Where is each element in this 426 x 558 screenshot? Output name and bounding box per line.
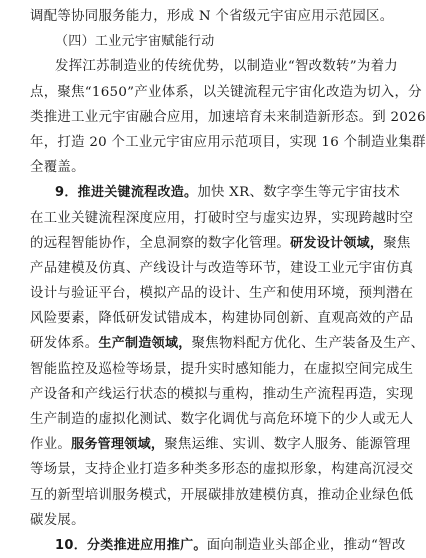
paragraph-intro	[30, 54, 426, 180]
text-line	[30, 533, 406, 558]
text-line	[30, 180, 401, 205]
text-line: 类推进工业元宇宙融合应用，加速培育未来制造新形态。到 2026	[30, 109, 426, 125]
text-line: 生产制造的虚拟化测试、数字化调优与高危环境下的少人或无人	[30, 412, 414, 427]
text-run: 研发体系。	[30, 336, 99, 352]
text-run: 加快 XR、数字孪生等元宇宙技术	[197, 185, 401, 201]
text-run: 面向制造业头部企业，推动“智改	[206, 537, 406, 553]
text-line: 全覆盖。	[30, 160, 85, 176]
item-10-title: 10．分类推进应用推广。	[55, 537, 207, 553]
mfg-label: 生产制造领域，	[98, 336, 192, 352]
text-line: 在工业关键流程深度应用，打破时空与虚实边界，实现跨越时空	[30, 210, 414, 226]
text-run: 聚焦	[383, 235, 411, 251]
item-9-title: 9．推进关键流程改造。	[55, 185, 198, 201]
text-line: 产品建模及仿真、产线设计与改造等环节，建设工业元宇宙仿真	[30, 260, 414, 276]
text-line: 互的新型培训服务模式，开展碳排放建模仿真，推动企业绿色低	[30, 487, 414, 503]
text-line: 年，打造 20 个工业元宇宙应用示范项目，实现 16 个制造业集群	[30, 134, 426, 150]
text-line: 等场景，支持企业打造多种类多形态的虚拟形象，构建高沉浸交	[30, 462, 414, 478]
text-run: 聚焦物料配方优化、生产装备及生产、	[191, 336, 425, 352]
text-line: 风险要素，降低研发试错成本，构建协同创新、直观高效的产品	[30, 311, 414, 327]
section-heading: （四）工业元宇宙赋能行动	[55, 34, 215, 50]
text-run: 作业。	[30, 437, 72, 453]
text-line: 智能监控及巡检等场景，提升实时感知能力，在虚拟空间完成生	[30, 361, 414, 377]
text-run: 聚焦运维、实训、数字人服务、能源管理	[164, 437, 411, 453]
paragraph-item-10	[30, 533, 406, 558]
text-line: 调配等协同服务能力，形成 N 个省级元宇宙应用示范园区。	[30, 9, 394, 24]
text-line: 点，聚焦“1650”产业体系，以关键流程元宇宙化改造为切入，分	[30, 84, 422, 100]
text-line: 发挥江苏制造业的传统优势，以制造业“智改数转”为着力	[55, 59, 398, 75]
text-line	[30, 432, 411, 457]
text-line: 设计与验证平台，模拟产品的设计、生产和使用环境，预判潜在	[30, 286, 414, 302]
text-line: 产设备和产线运行状态的模拟与重构，推动生产流程再造，实现	[30, 386, 414, 402]
text-line	[30, 231, 411, 256]
text-line: 碳发展。	[30, 512, 85, 528]
text-run: 的远程智能协作，全息洞察的数字化管理。	[30, 235, 291, 251]
rd-label: 研发设计领域，	[290, 235, 384, 251]
text-line	[30, 331, 425, 356]
svc-label: 服务管理领域，	[71, 437, 165, 453]
paragraph-item-9	[30, 180, 425, 533]
